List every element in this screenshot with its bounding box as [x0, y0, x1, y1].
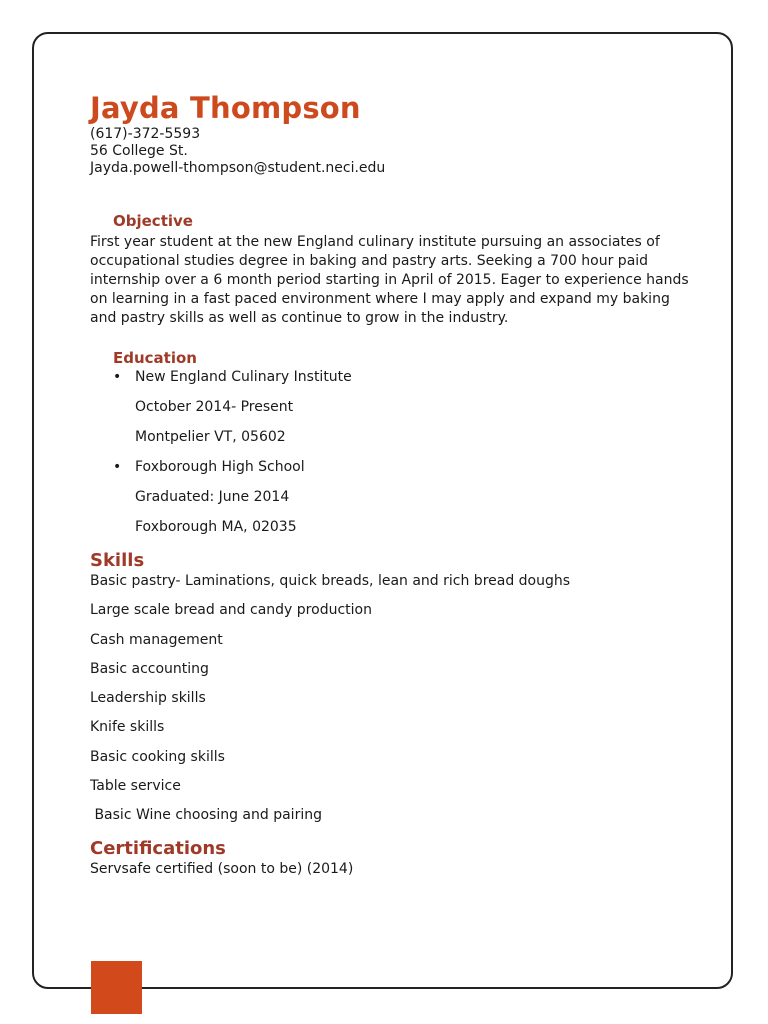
education-heading: Education: [113, 349, 197, 367]
skill-item: Knife skills: [90, 719, 165, 736]
skill-item: Cash management: [90, 631, 223, 648]
certification-item: Servsafe certified (soon to be) (2014): [90, 860, 354, 877]
education-entry-school: • New England Culinary Institute: [113, 369, 352, 385]
skill-item: Leadership skills: [90, 690, 206, 707]
education-entry-location: Foxborough MA, 02035: [135, 519, 297, 535]
skill-item: Basic cooking skills: [90, 748, 225, 765]
bullet-icon: •: [113, 459, 122, 475]
skill-item: Basic accounting: [90, 660, 209, 677]
education-entry-school: • Foxborough High School: [113, 459, 305, 475]
bullet-icon: •: [113, 369, 122, 385]
education-entry-dates: October 2014- Present: [135, 399, 294, 415]
objective-heading: Objective: [113, 212, 193, 230]
education-entry-location: Montpelier VT, 05602: [135, 429, 286, 445]
skill-item: Basic pastry- Laminations, quick breads, lean and rich bread doughs: [90, 573, 571, 589]
applicant-name: Jayda Thompson: [90, 91, 361, 125]
skill-item: Basic Wine choosing and pairing: [90, 807, 322, 824]
skills-list: [90, 572, 690, 836]
certifications-heading: Certifications: [90, 837, 226, 859]
email-address: Jayda.powell-thompson@student.neci.edu: [90, 160, 386, 176]
skill-item: Large scale bread and candy production: [90, 602, 372, 619]
street-address: 56 College St.: [90, 143, 188, 159]
phone-number: (617)-372-5593: [90, 126, 201, 142]
objective-text: First year student at the new England culinary institute pursuing an associates of occupational studies degree in baking and pastry arts. Seeking a 700 hour paid internship over a 6 month period starting in April of 2015. Eager to experience hands on learning in a fast paced environment where I may apply and expand my baking and pastry skills as well as continue to grow in the industry.: [90, 234, 689, 326]
skill-item: Table service: [90, 778, 181, 795]
education-entry-dates: Graduated: June 2014: [135, 489, 290, 505]
education-list: [90, 368, 690, 548]
decorative-corner-block: [91, 961, 142, 1014]
resume-content: [90, 90, 690, 879]
skills-heading: Skills: [90, 550, 145, 571]
